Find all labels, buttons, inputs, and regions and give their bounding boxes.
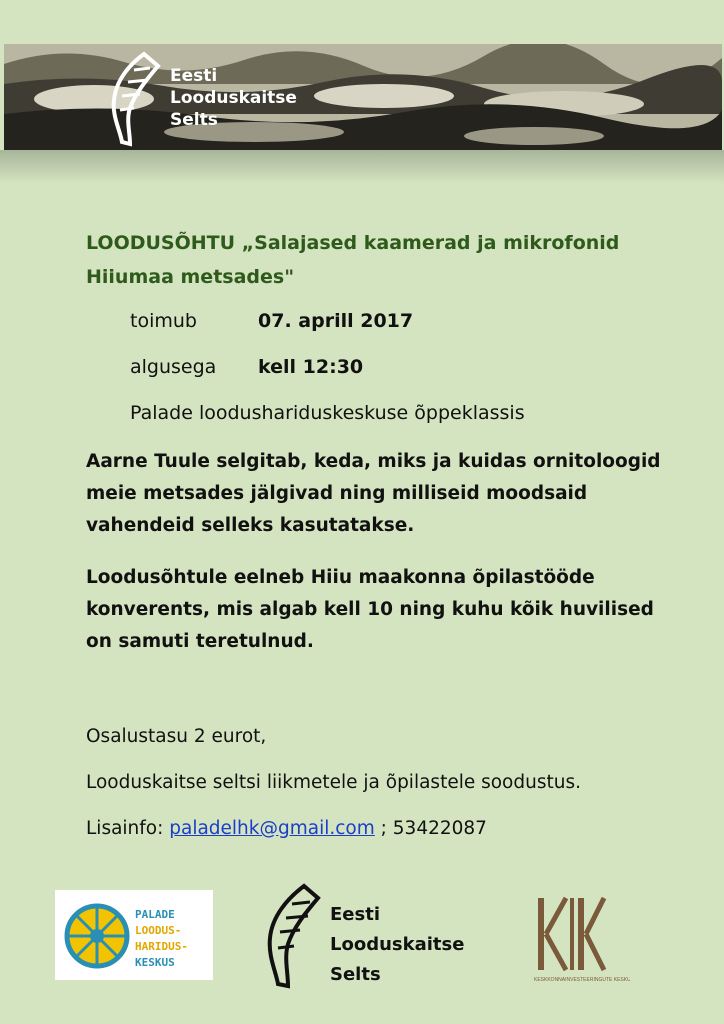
contact-line bbox=[86, 818, 487, 839]
phone-number: ; 53422087 bbox=[374, 818, 487, 839]
fee-text: Osalustasu 2 eurot, bbox=[86, 726, 267, 747]
header-logo-line3: Selts bbox=[170, 110, 218, 130]
email-link[interactable]: paladelhk@gmail.com bbox=[169, 818, 375, 839]
els-line1: Eesti bbox=[330, 904, 380, 925]
header-logo bbox=[100, 50, 320, 150]
kik-caption: KESKKONNAINVESTEERINGUTE KESKUS bbox=[534, 977, 630, 983]
palade-line1: PALADE bbox=[135, 908, 175, 921]
event-title-line1: LOODUSÕHTU „Salajased kaamerad ja mikrofonid bbox=[86, 232, 620, 254]
time-row bbox=[130, 356, 363, 378]
palade-line4: KESKUS bbox=[135, 956, 175, 969]
els-line3: Selts bbox=[330, 964, 381, 985]
leaf-logo-icon bbox=[100, 50, 164, 148]
header-logo-line2: Looduskaitse bbox=[170, 88, 297, 108]
palade-logo bbox=[55, 890, 213, 980]
event-title bbox=[86, 226, 646, 294]
discount-text: Looduskaitse seltsi liikmetele ja õpilastele soodustus. bbox=[86, 772, 581, 793]
leaf-logo-icon bbox=[256, 880, 326, 990]
kik-logo bbox=[530, 890, 630, 985]
event-title-line2: Hiiumaa metsades" bbox=[86, 266, 295, 288]
els-line2: Looduskaitse bbox=[330, 934, 465, 955]
location: Palade loodushariduskeskuse õppeklassis bbox=[130, 402, 525, 424]
els-logo-text bbox=[330, 900, 464, 990]
conference-paragraph: Loodusõhtule eelneb Hiiu maakonna õpilastööde konverents, mis algab kell 10 ning kuhu kõik huvilised on samuti teretulnud. bbox=[86, 567, 654, 652]
banner-shadow bbox=[0, 150, 724, 184]
time-value: kell 12:30 bbox=[258, 356, 364, 378]
header-logo-text bbox=[170, 65, 297, 131]
palade-line2: LOODUS- bbox=[135, 924, 182, 937]
els-logo bbox=[256, 880, 496, 990]
description-paragraph: Aarne Tuule selgitab, keda, miks ja kuidas ornitoloogid meie metsades jälgivad ning milliseid moodsaid vahendeid selleks kasutatakse. bbox=[86, 451, 661, 536]
date-value: 07. aprill 2017 bbox=[258, 310, 414, 332]
time-label: algusega bbox=[130, 356, 217, 378]
header-logo-line1: Eesti bbox=[170, 66, 218, 86]
date-label: toimub bbox=[130, 310, 197, 332]
kik-mark-icon bbox=[530, 890, 630, 985]
date-row bbox=[130, 310, 413, 332]
contact-label: Lisainfo: bbox=[86, 818, 170, 839]
wheel-logo-icon bbox=[55, 890, 213, 980]
palade-line3: HARIDUS- bbox=[135, 940, 188, 953]
